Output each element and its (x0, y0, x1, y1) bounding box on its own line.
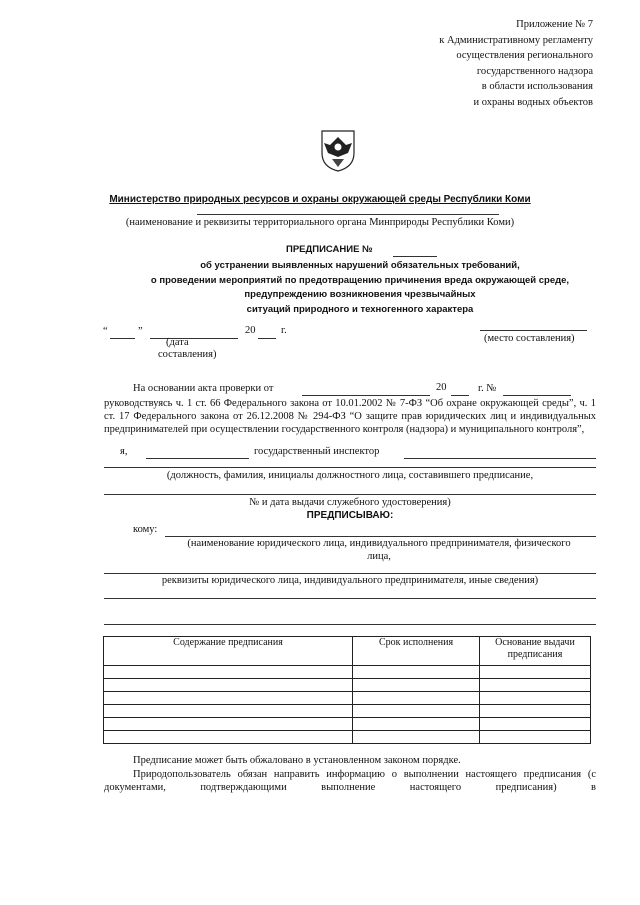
appendix-line: и охраны водных объектов (473, 96, 593, 108)
recipient-details-field-3[interactable] (104, 624, 596, 625)
month-field[interactable] (150, 338, 238, 339)
recipient-caption: (наименование юридического лица, индивидуального предпринимателя, физического (187, 538, 571, 549)
legal-basis-text: руководствуясь ч. 1 ст. 66 Федерального закона от 10.01.2002 № 7-ФЗ “Об охране окружающей среды”, ч. 1 ст. 17 Федерального закона от 26.12.2008 № 294-ФЗ “О защите прав юридических лиц и индивидуальных предпринимателей при осуществлении государственного контроля (надзора) и муниципального контроля”, (104, 398, 596, 435)
field-line (197, 214, 499, 215)
date-caption: составления) (158, 349, 217, 360)
ministry-caption: (наименование и реквизиты территориального органа Минприроды Республики Коми) (125, 217, 515, 228)
recipient-caption: лица, (367, 551, 391, 562)
table-row[interactable] (104, 666, 591, 679)
basis-label: На основании акта проверки от (133, 383, 274, 394)
year-prefix: 20 (245, 325, 256, 336)
certificate-caption: № и дата выдачи служебного удостоверения) (249, 497, 451, 508)
document-subtitle (0, 259, 640, 317)
table-row[interactable] (104, 731, 591, 744)
appendix-block (439, 17, 593, 110)
number-field[interactable] (393, 256, 437, 257)
coat-of-arms-emblem (316, 127, 360, 173)
subtitle-line: о проведении мероприятий по предотвращению причинения вреда окружающей среде, (150, 274, 570, 286)
appendix-line: к Административному регламенту (439, 34, 593, 46)
header-basis: Основание выдачи предписания (480, 637, 591, 666)
document-title: ПРЕДПИСАНИЕ № (286, 244, 373, 255)
act-number-field[interactable] (503, 395, 571, 396)
recipient-field[interactable] (165, 536, 596, 537)
obligation-text: Природопользователь обязан направить информацию о выполнении настоящего предписания (с документами, подтверждающими выполнение настоящего предписания) в (104, 769, 596, 793)
place-caption: (место составления) (484, 333, 575, 344)
recipient-details-caption: реквизиты юридического лица, индивидуального предпринимателя, иные сведения) (161, 575, 539, 586)
subtitle-line: об устранении выявленных нарушений обязательных требований, (200, 260, 520, 271)
ministry-name: Министерство природных ресурсов и охраны окружающей среды Республики Коми (109, 194, 531, 205)
recipient-label: кому: (133, 524, 158, 535)
header-content: Содержание предписания (104, 637, 353, 666)
place-field[interactable] (480, 330, 587, 331)
inspector-type-field[interactable] (146, 458, 249, 459)
year-prefix: 20 (436, 382, 447, 393)
quote: ” (138, 326, 143, 337)
certificate-field[interactable] (104, 494, 596, 495)
act-number-label: г. № (478, 383, 497, 394)
day-field[interactable] (110, 338, 135, 339)
recipient-details-field-2[interactable] (104, 598, 596, 599)
inspector-field-2[interactable] (104, 467, 596, 468)
table-row[interactable] (104, 705, 591, 718)
table-header (104, 637, 591, 666)
appendix-line: государственного надзора (476, 65, 593, 77)
subtitle-line: предупреждению возникновения чрезвычайных (244, 289, 476, 300)
appeal-note: Предписание может быть обжаловано в установленном законом порядке. (133, 755, 461, 766)
recipient-details-field[interactable] (104, 573, 596, 574)
table-row[interactable] (104, 679, 591, 692)
table-row[interactable] (104, 718, 591, 731)
subtitle-line: ситуаций природного и техногенного характера (246, 303, 474, 315)
year-suffix: г. (281, 325, 287, 336)
i-label: я, (120, 446, 128, 457)
order-heading: ПРЕДПИСЫВАЮ: (306, 510, 394, 521)
inspector-field[interactable] (404, 458, 596, 459)
act-year-field[interactable] (451, 395, 469, 396)
appendix-line: Приложение № 7 (516, 19, 593, 30)
date-caption: (дата (166, 337, 189, 348)
table-row[interactable] (104, 692, 591, 705)
quote: “ (103, 326, 108, 337)
header-deadline: Срок исполнения (353, 637, 480, 666)
inspector-label: государственный инспектор (254, 446, 380, 457)
appendix-line: в области использования (481, 81, 593, 92)
inspector-caption: (должность, фамилия, инициалы должностного лица, составившего предписание, (166, 470, 534, 481)
act-date-field[interactable] (302, 395, 430, 396)
appendix-line: осуществления регионального (456, 50, 593, 61)
year-field[interactable] (258, 338, 276, 339)
prescription-table (103, 636, 591, 744)
